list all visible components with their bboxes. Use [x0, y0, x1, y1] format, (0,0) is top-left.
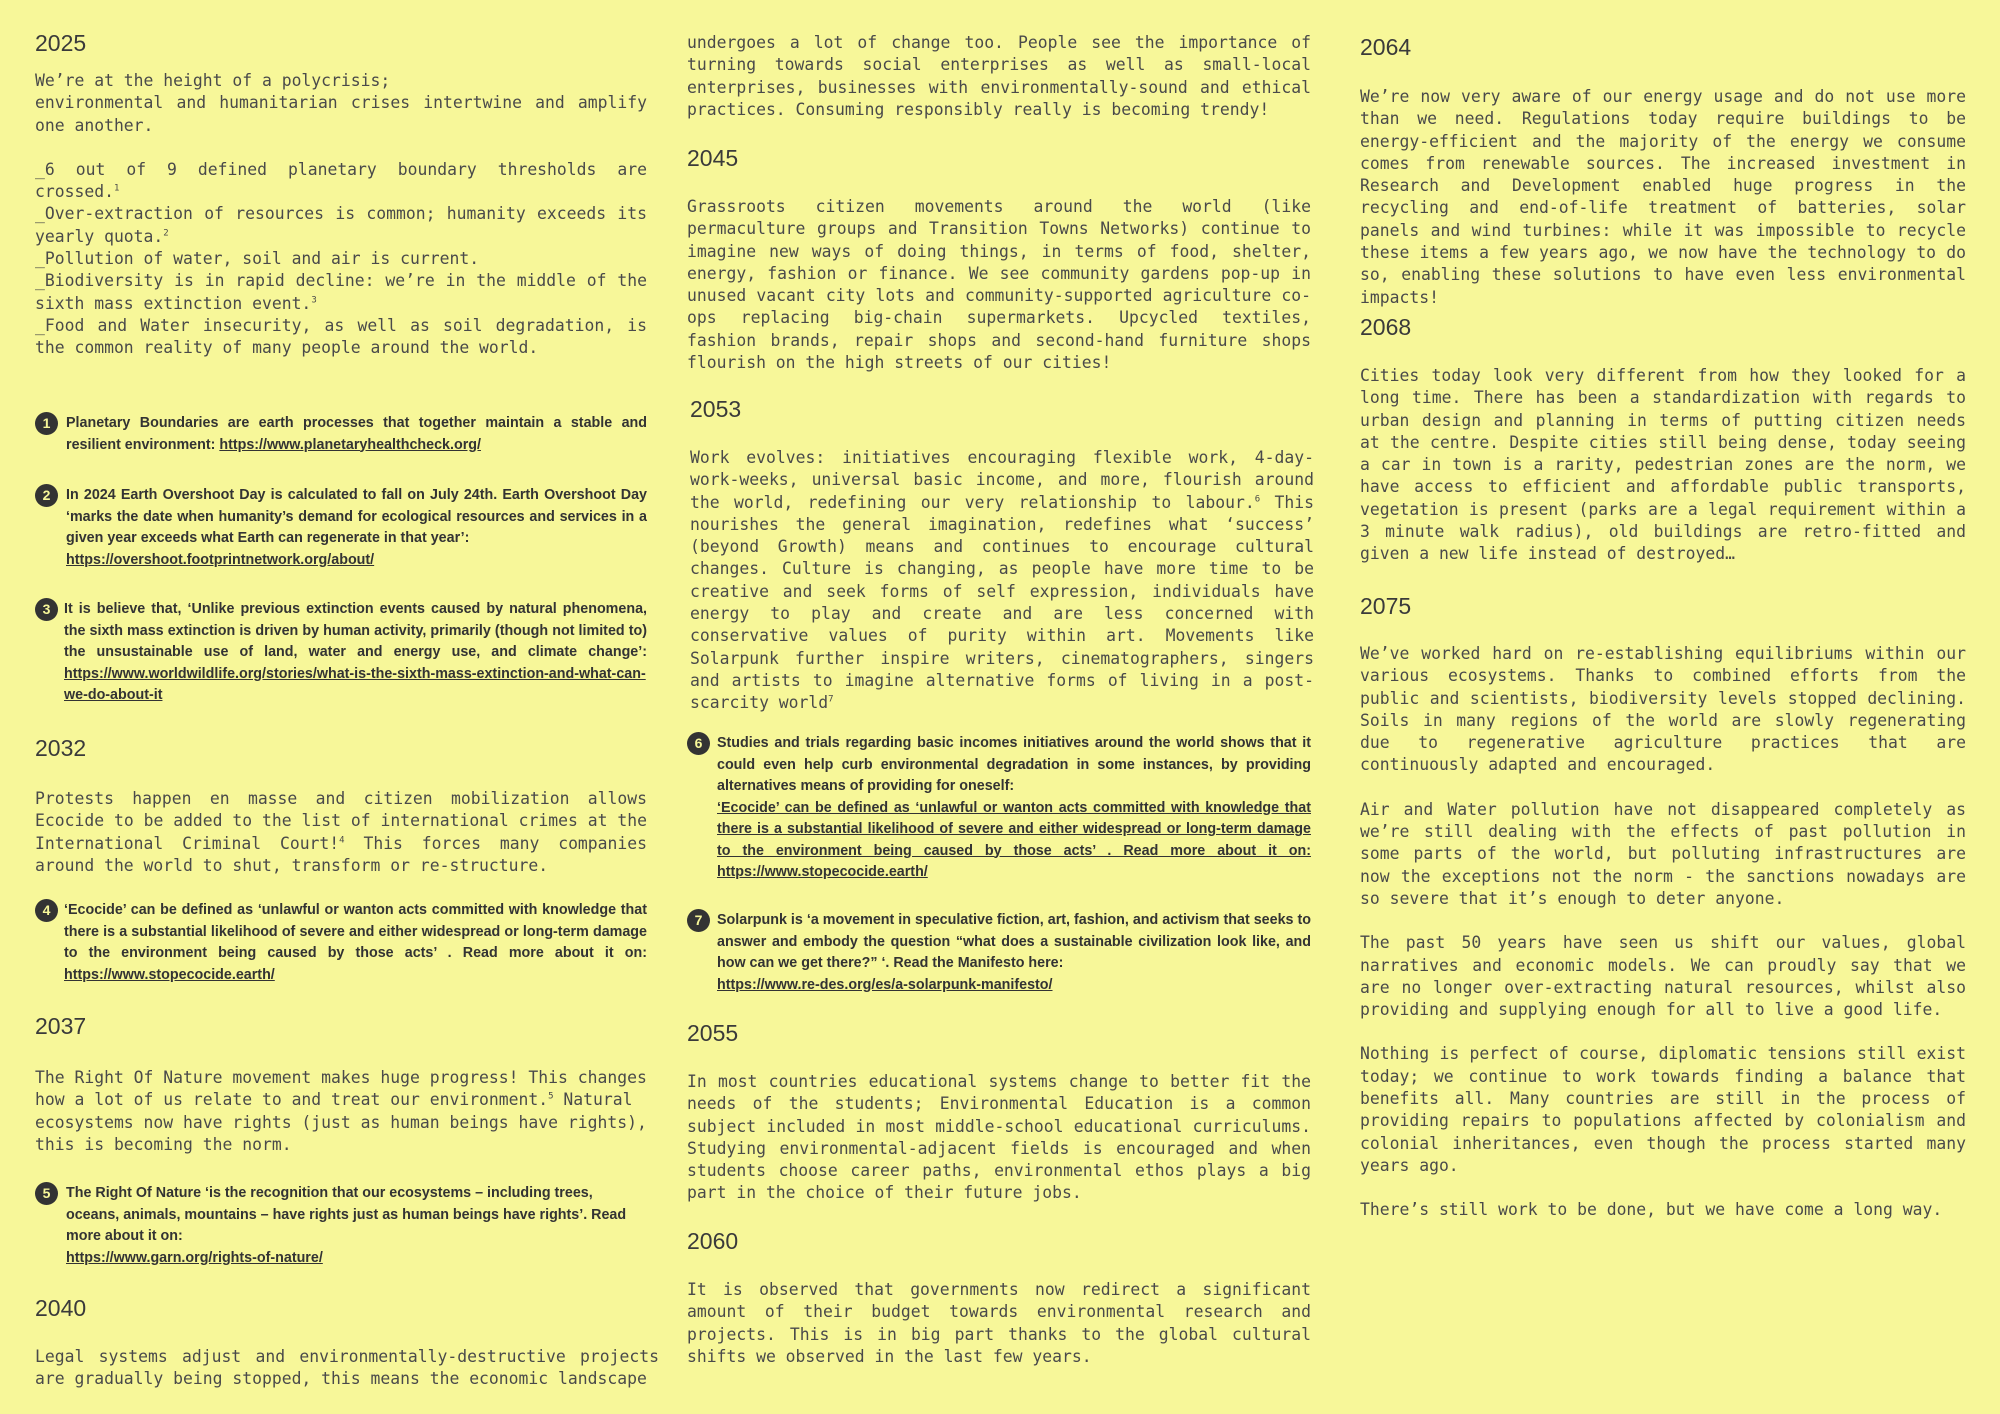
footnote-ref: 5: [548, 1091, 554, 1102]
footnote-text: It is believe that, ‘Unlike previous extinction events caused by natural phenomena, the sixth mass extinction is driven by human activity, primarily (though not limited to) the unsustainable use of land, water and energy use, and climate change’:: [64, 601, 647, 660]
bullet-over-extraction: [35, 203, 647, 248]
footnote-ref: 1: [113, 183, 120, 194]
footnote-7: [687, 910, 1311, 996]
bullet-text: _Biodiversity is in rapid decline: we’re in the middle of the sixth mass extinction event.: [35, 271, 647, 313]
year-heading-2060: 2060: [687, 1228, 739, 1254]
paragraph: [690, 447, 1314, 715]
footnote-text: In 2024 Earth Overshoot Day is calculated to fall on July 24th. Earth Overshoot Day ‘marks the date when humanity’s demand for ecological resources and services in a given year exceeds what Earth can regenerate in that year’:: [66, 487, 647, 546]
paragraph-text: Work evolves: initiatives encouraging flexible work, 4-day-work-weeks, universal basic income, and more, flourish around the world, redefining our very relationship to labour.: [690, 448, 1314, 512]
footnote-ref: 7: [828, 694, 834, 705]
paragraph: Legal systems adjust and environmentally-destructive projects are gradually being stopped, this means the economic landscape: [35, 1347, 659, 1389]
section-2037-body: [35, 1067, 647, 1156]
paragraph-tensions: Nothing is perfect of course, diplomatic tensions still exist today; we continue to work towards finding a balance that benefits all. Many countries are still in the process of providing repairs to populations affected by colonialism and colonial inheritances, even though the process started many years ago.: [1360, 1044, 1966, 1175]
paragraph-text: This nourishes the general imagination, redefines what ‘success’ (beyond Growth) means and continues to encourage cultural changes. Culture is changing, as people have more time to be creative and seek forms of self expression, individuals have energy to play and create and are less concerned with conservative values of purity within art. Movements like Solarpunk further inspire writers, cinematographers, singers and artists to imagine alternative forms of living in a post-scarcity world: [690, 492, 1314, 713]
paragraph-closing: There’s still work to be done, but we have come a long way.: [1360, 1200, 1943, 1220]
paragraph-values: The past 50 years have seen us shift our values, global narratives and economic models. We can proudly say that we are no longer over-extracting natural resources, whilst also providing and supplying enough for all to live a good life.: [1360, 933, 1966, 1020]
paragraph: Grassroots citizen movements around the world (like permaculture groups and Transition Towns Networks) continue to imagine new ways of doing things, in terms of food, shelter, energy, fashion or finance. We see community gardens pop-up in unused vacant city lots and community-supported agriculture co-ops replacing big-chain supermarkets. Upcycled textiles, fashion brands, repair shops and second-hand furniture shops flourish on the high streets of our cities!: [687, 197, 1311, 373]
footnote-link[interactable]: https://www.re-des.org/es/a-solarpunk-manifesto/: [717, 976, 1053, 993]
intro-line: We’re at the height of a polycrisis;: [35, 71, 391, 90]
footnote-link[interactable]: ‘Ecocide’ can be defined as ‘unlawful or wanton acts committed with knowledge that there is a substantial likelihood of severe and either widespread or long-term damage to the environment being caused by those acts’ . Read more about it on: https://www.stopecocide.earth/: [717, 799, 1311, 880]
section-2045-body: [687, 196, 1311, 374]
section-2064-body: [1360, 86, 1966, 309]
paragraph: It is observed that governments now redirect a significant amount of their budget towards environmental research and projects. This is in big part thanks to the global cultural shifts we observed in the last few years.: [687, 1280, 1311, 1366]
section-2075-body: [1360, 643, 1966, 1222]
paragraph-ecosystems: We’ve worked hard on re-establishing equilibriums within our various ecosystems. Thanks to combined efforts from the public and scientists, biodiversity levels stopped declining. Soils in many regions of the world are slowly regenerating due to regenerative agriculture practices that are continuously adapted and encouraged.: [1360, 644, 1966, 775]
bullet-text: _Over-extraction of resources is common; humanity exceeds its yearly quota.: [35, 204, 647, 246]
footnote-2: [35, 485, 647, 571]
footnote-5: [35, 1183, 647, 1269]
year-heading-2055: 2055: [687, 1020, 739, 1046]
year-heading-2032: 2032: [35, 735, 87, 761]
paragraph-text: Protests happen en masse and citizen mobilization allows Ecocide to be added to the list of international crimes at the International Criminal Court!: [35, 789, 647, 853]
section-2040-body: [35, 1346, 659, 1391]
paragraph-text: The Right Of Nature movement makes huge progress! This changes how a lot of us relate to and treat our environment.: [35, 1068, 647, 1110]
intro-paragraph: environmental and humanitarian crises intertwine and amplify one another.: [35, 93, 647, 135]
footnote-link[interactable]: https://www.worldwildlife.org/stories/what-is-the-sixth-mass-extinction-and-what-can-we-do-about-it: [64, 665, 646, 703]
footnote-text: Studies and trials regarding basic incomes initiatives around the world shows that it could even help curb environmental degradation in some instances, by providing alternatives means of providing for oneself:: [717, 735, 1311, 794]
footnote-ref: 3: [311, 295, 317, 306]
year-heading-2045: 2045: [687, 145, 739, 171]
footnote-number-badge: 1: [35, 412, 58, 435]
footnote-number-badge: 7: [687, 909, 710, 932]
footnote-ref: 2: [163, 228, 169, 239]
year-heading-2037: 2037: [35, 1013, 87, 1039]
paragraph: [35, 788, 647, 877]
footnote-link[interactable]: https://www.garn.org/rights-of-nature/: [66, 1249, 323, 1266]
footnote-number-badge: 6: [687, 732, 710, 755]
footnote-link[interactable]: https://www.planetaryhealthcheck.org/: [219, 436, 481, 453]
footnote-text: Planetary Boundaries are earth processes that together maintain a stable and resilient environment:: [66, 415, 647, 453]
bullet-boundaries: [35, 159, 647, 204]
footnote-4: [35, 900, 647, 986]
footnote-ref: 4: [339, 835, 345, 846]
footnote-link[interactable]: https://www.stopecocide.earth/: [64, 966, 275, 983]
paragraph: undergoes a lot of change too. People see the importance of turning towards social enterprises as well as small-local enterprises, businesses with environmentally-sound and ethical practices. Consuming responsibly really is becoming trendy!: [687, 33, 1311, 119]
footnote-text: The Right Of Nature ‘is the recognition that our ecosystems – including trees, oceans, animals, mountains – have rights just as human beings have rights’. Read more about it on:: [66, 1185, 627, 1244]
footnote-number-badge: 2: [35, 484, 58, 507]
footnote-link[interactable]: https://overshoot.footprintnetwork.org/about/: [66, 551, 375, 568]
section-2025-body: [35, 70, 647, 360]
year-heading-2053: 2053: [690, 396, 742, 422]
footnote-text: Solarpunk is ‘a movement in speculative fiction, art, fashion, and activism that seeks to answer and embody the question “what does a sustainable civilization look like, and how can we get there?” ‘. Read the Manifesto here:: [717, 912, 1311, 971]
year-heading-2040: 2040: [35, 1295, 87, 1321]
year-heading-2075: 2075: [1360, 593, 1412, 619]
footnote-ref: 6: [1254, 494, 1261, 505]
section-2053-body: [690, 447, 1314, 715]
footnote-number-badge: 3: [35, 598, 58, 621]
section-2068-body: [1360, 365, 1966, 566]
footnote-1: [35, 413, 647, 456]
bullet-pollution: _Pollution of water, soil and air is current.: [35, 249, 480, 269]
paragraph-pollution: Air and Water pollution have not disappeared completely as we’re still dealing with the effects of past pollution in some parts of the world, but polluting infrastructures are now the exceptions not the norm - the sanctions nowadays are so severe that it’s enough to deter anyone.: [1360, 799, 1966, 908]
footnote-number-badge: 5: [35, 1182, 58, 1205]
year-heading-2025: 2025: [35, 30, 87, 56]
section-2040-continued: [687, 32, 1311, 121]
footnote-6: [687, 733, 1311, 884]
bullet-food-water: _Food and Water insecurity, as well as soil degradation, is the common reality of many people around the world.: [35, 315, 647, 358]
paragraph: We’re now very aware of our energy usage and do not use more than we need. Regulations today require buildings to be energy-efficient and the majority of the energy we consume comes from renewable sources. The increased investment in Research and Development enabled huge progress in the recycling and end-of-life treatment of batteries, solar panels and wind turbines: while it was impossible to recycle these items a few years ago, we now have the technology to do so, enabling these solutions to have even less environmental impacts!: [1360, 87, 1966, 307]
paragraph: [35, 1067, 647, 1156]
footnote-text: ‘Ecocide’ can be defined as ‘unlawful or wanton acts committed with knowledge that there is a substantial likelihood of severe and either widespread or long-term damage to the environment being caused by those acts’ . Read more about it on:: [64, 902, 647, 961]
paragraph-text: This forces many companies around the world to shut, transform or re-structure.: [35, 833, 648, 875]
bullet-text: _6 out of 9 defined planetary boundary thresholds are crossed.: [35, 159, 647, 202]
year-heading-2064: 2064: [1360, 34, 1412, 60]
footnote-number-badge: 4: [35, 899, 58, 922]
section-2055-body: [687, 1071, 1311, 1205]
paragraph: In most countries educational systems change to better fit the needs of the students; Environmental Education is a common subject included in most middle-school educational curriculums. Studying environmental-adjacent fields is encouraged and when students choose career paths, environmental ethos plays a big part in the choice of their future jobs.: [687, 1072, 1311, 1203]
year-heading-2068: 2068: [1360, 314, 1412, 340]
paragraph-text: Natural ecosystems now have rights (just as human beings have rights), this is becoming the norm.: [35, 1090, 647, 1154]
section-2032-body: [35, 788, 647, 877]
paragraph: Cities today look very different from how they looked for a long time. There has been a standardization with regards to urban design and planning in terms of putting citizen needs at the centre. Despite cities still being dense, today seeing a car in town is a rarity, pedestrian zones are the norm, we have access to efficient and affordable public transports, vegetation is present (parks are a legal requirement within a 3 minute walk radius), old buildings are retro-fitted and given a new life instead of destroyed…: [1360, 366, 1966, 564]
bullet-biodiversity: [35, 270, 647, 315]
section-2060-body: [687, 1279, 1311, 1368]
footnote-3: [35, 599, 647, 707]
